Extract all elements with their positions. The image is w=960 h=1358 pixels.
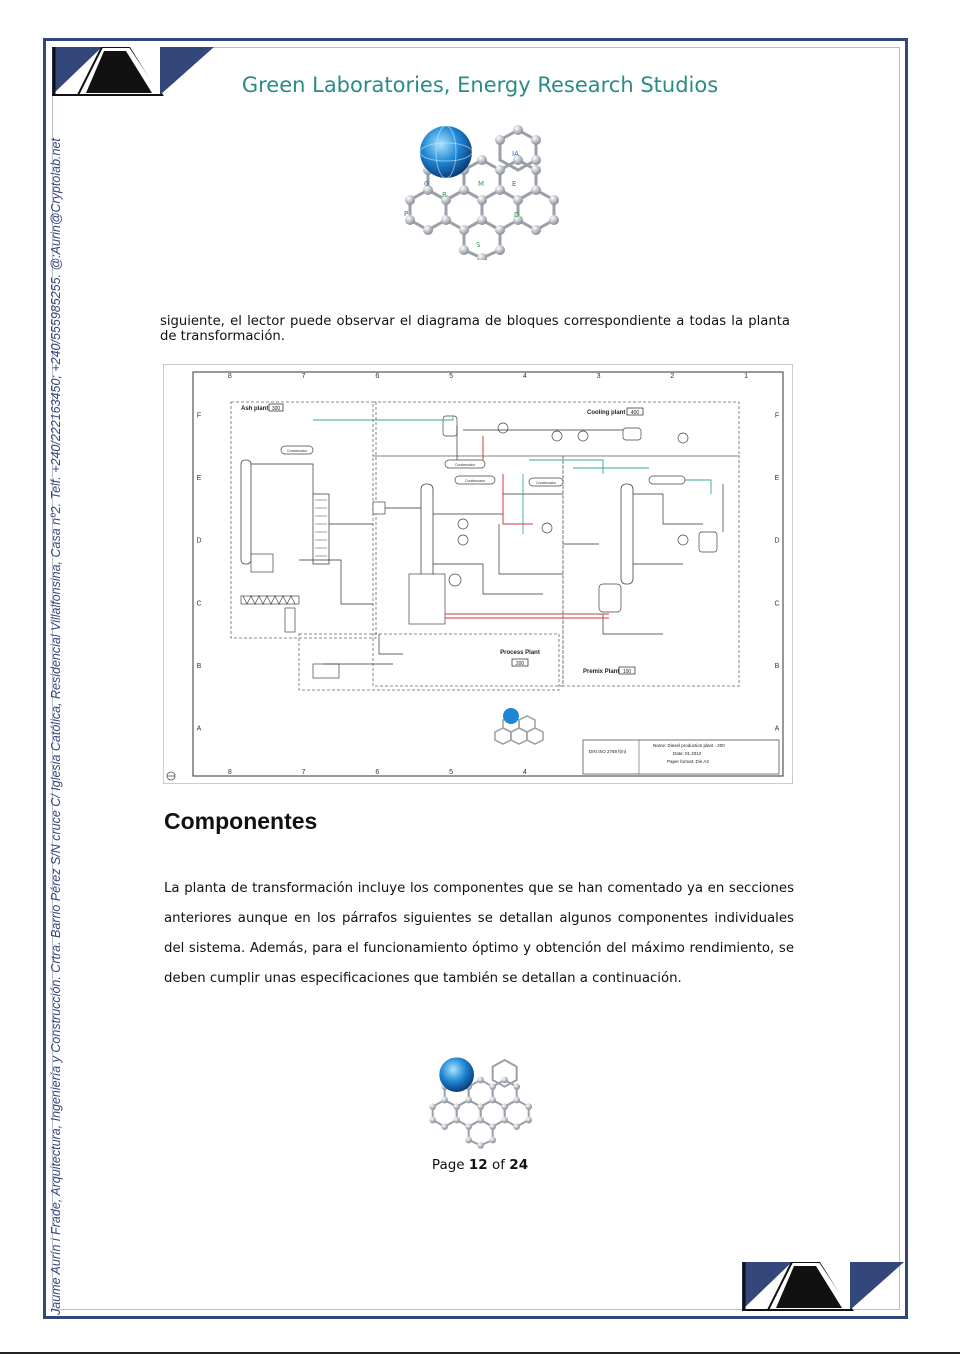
grid-col-label: 3 <box>596 373 601 380</box>
grid-row-label: D <box>196 537 202 545</box>
svg-text:Condensator: Condensator <box>535 481 557 485</box>
svg-text:S: S <box>476 241 481 249</box>
grid-row-label: F <box>774 412 780 420</box>
svg-text:Condensator: Condensator <box>286 449 308 453</box>
grid-col-label: 4 <box>522 769 527 776</box>
grid-row-label: B <box>774 663 780 670</box>
svg-text:DIN ISO 2768 f(m): DIN ISO 2768 f(m) <box>589 749 627 754</box>
block-label-ash: Ash plant <box>241 406 269 412</box>
block-label-premix: Premix Plant <box>583 669 620 675</box>
aaf-logo-top-left <box>52 47 214 97</box>
svg-text:G: G <box>424 180 430 188</box>
grid-col-label: 7 <box>301 373 306 380</box>
grid-col-label: 5 <box>449 769 454 776</box>
grid-row-label: D <box>774 537 780 545</box>
grid-row-label: E <box>774 475 780 482</box>
svg-text:Condensator: Condensator <box>464 479 486 483</box>
svg-text:D: D <box>514 211 520 219</box>
grid-col-label: 5 <box>449 373 454 380</box>
svg-text:Name: Diesel production plant: Name: Diesel production plant - 200 <box>653 743 725 748</box>
grid-row-label: A <box>196 725 202 733</box>
svg-text:Date: 01.2012: Date: 01.2012 <box>673 751 702 756</box>
sidebar-contact-text: Jaume Aurín i Frade, Arquitectura, Ingeniería y Construcción. Crtra. Barrio Pérez S/N cruce C/ Iglesia Católica, Residencial Villalfonsina, Casa nº2. Telf. +240/222163450; +240/555985255. @:Aurin@Cryptolab.net <box>49 138 63 1315</box>
process-block-diagram <box>163 364 793 784</box>
section-heading: Componentes <box>164 808 318 834</box>
grid-row-label: B <box>196 663 202 670</box>
svg-text:Condensator: Condensator <box>454 463 476 467</box>
grid-col-label: 1 <box>744 373 749 380</box>
grid-row-label: A <box>774 725 780 733</box>
svg-text:300: 300 <box>271 406 281 412</box>
header-title: Green Laboratories, Energy Research Studios <box>241 73 719 97</box>
svg-text:R: R <box>442 191 447 199</box>
grid-col-label: 2 <box>670 373 675 380</box>
grid-row-label: E <box>196 475 202 482</box>
svg-text:400: 400 <box>630 410 640 416</box>
block-label-process: Process Plant <box>500 650 540 656</box>
section-paragraph: La planta de transformación incluye los componentes que se han comentado ya en secciones anteriores aunque en los párrafos siguientes se detallan algunos componentes individuales del sistema. Además, para el funcionamiento óptimo y obtención del máximo rendimiento, se deben cumplir unas especificaciones que también se detallan a continuación. <box>164 881 794 986</box>
svg-text:P: P <box>404 210 409 218</box>
grid-row-label: C <box>774 600 780 608</box>
grid-row-label: F <box>196 412 202 420</box>
aaf-logo-bottom-right <box>742 1262 904 1312</box>
diagram-sheet <box>163 364 793 784</box>
grid-col-label: 6 <box>375 373 380 380</box>
svg-text:E: E <box>512 180 517 188</box>
block-label-cooling: Cooling plant <box>587 410 626 416</box>
grid-col-label: 4 <box>522 373 527 380</box>
svg-text:100: 100 <box>622 669 632 675</box>
grid-col-label: 7 <box>301 769 306 776</box>
page-number: Page 12 of 24 <box>431 1157 529 1173</box>
svg-text:IA: IA <box>512 150 519 158</box>
svg-text:Paper format: Din A3: Paper format: Din A3 <box>667 759 709 764</box>
grid-row-label: C <box>196 600 202 608</box>
graphene-globe-icon-footer <box>418 1050 538 1150</box>
grid-col-label: 8 <box>227 373 232 380</box>
graphene-globe-icon <box>388 120 568 260</box>
intro-paragraph: siguiente, el lector puede observar el diagrama de bloques correspondiente a todas la planta de transformación. <box>160 314 790 344</box>
grid-col-label: 8 <box>227 769 232 776</box>
svg-text:200: 200 <box>515 661 525 667</box>
svg-text:M: M <box>478 180 485 188</box>
bottom-rule <box>0 1352 960 1354</box>
grid-col-label: 6 <box>375 769 380 776</box>
